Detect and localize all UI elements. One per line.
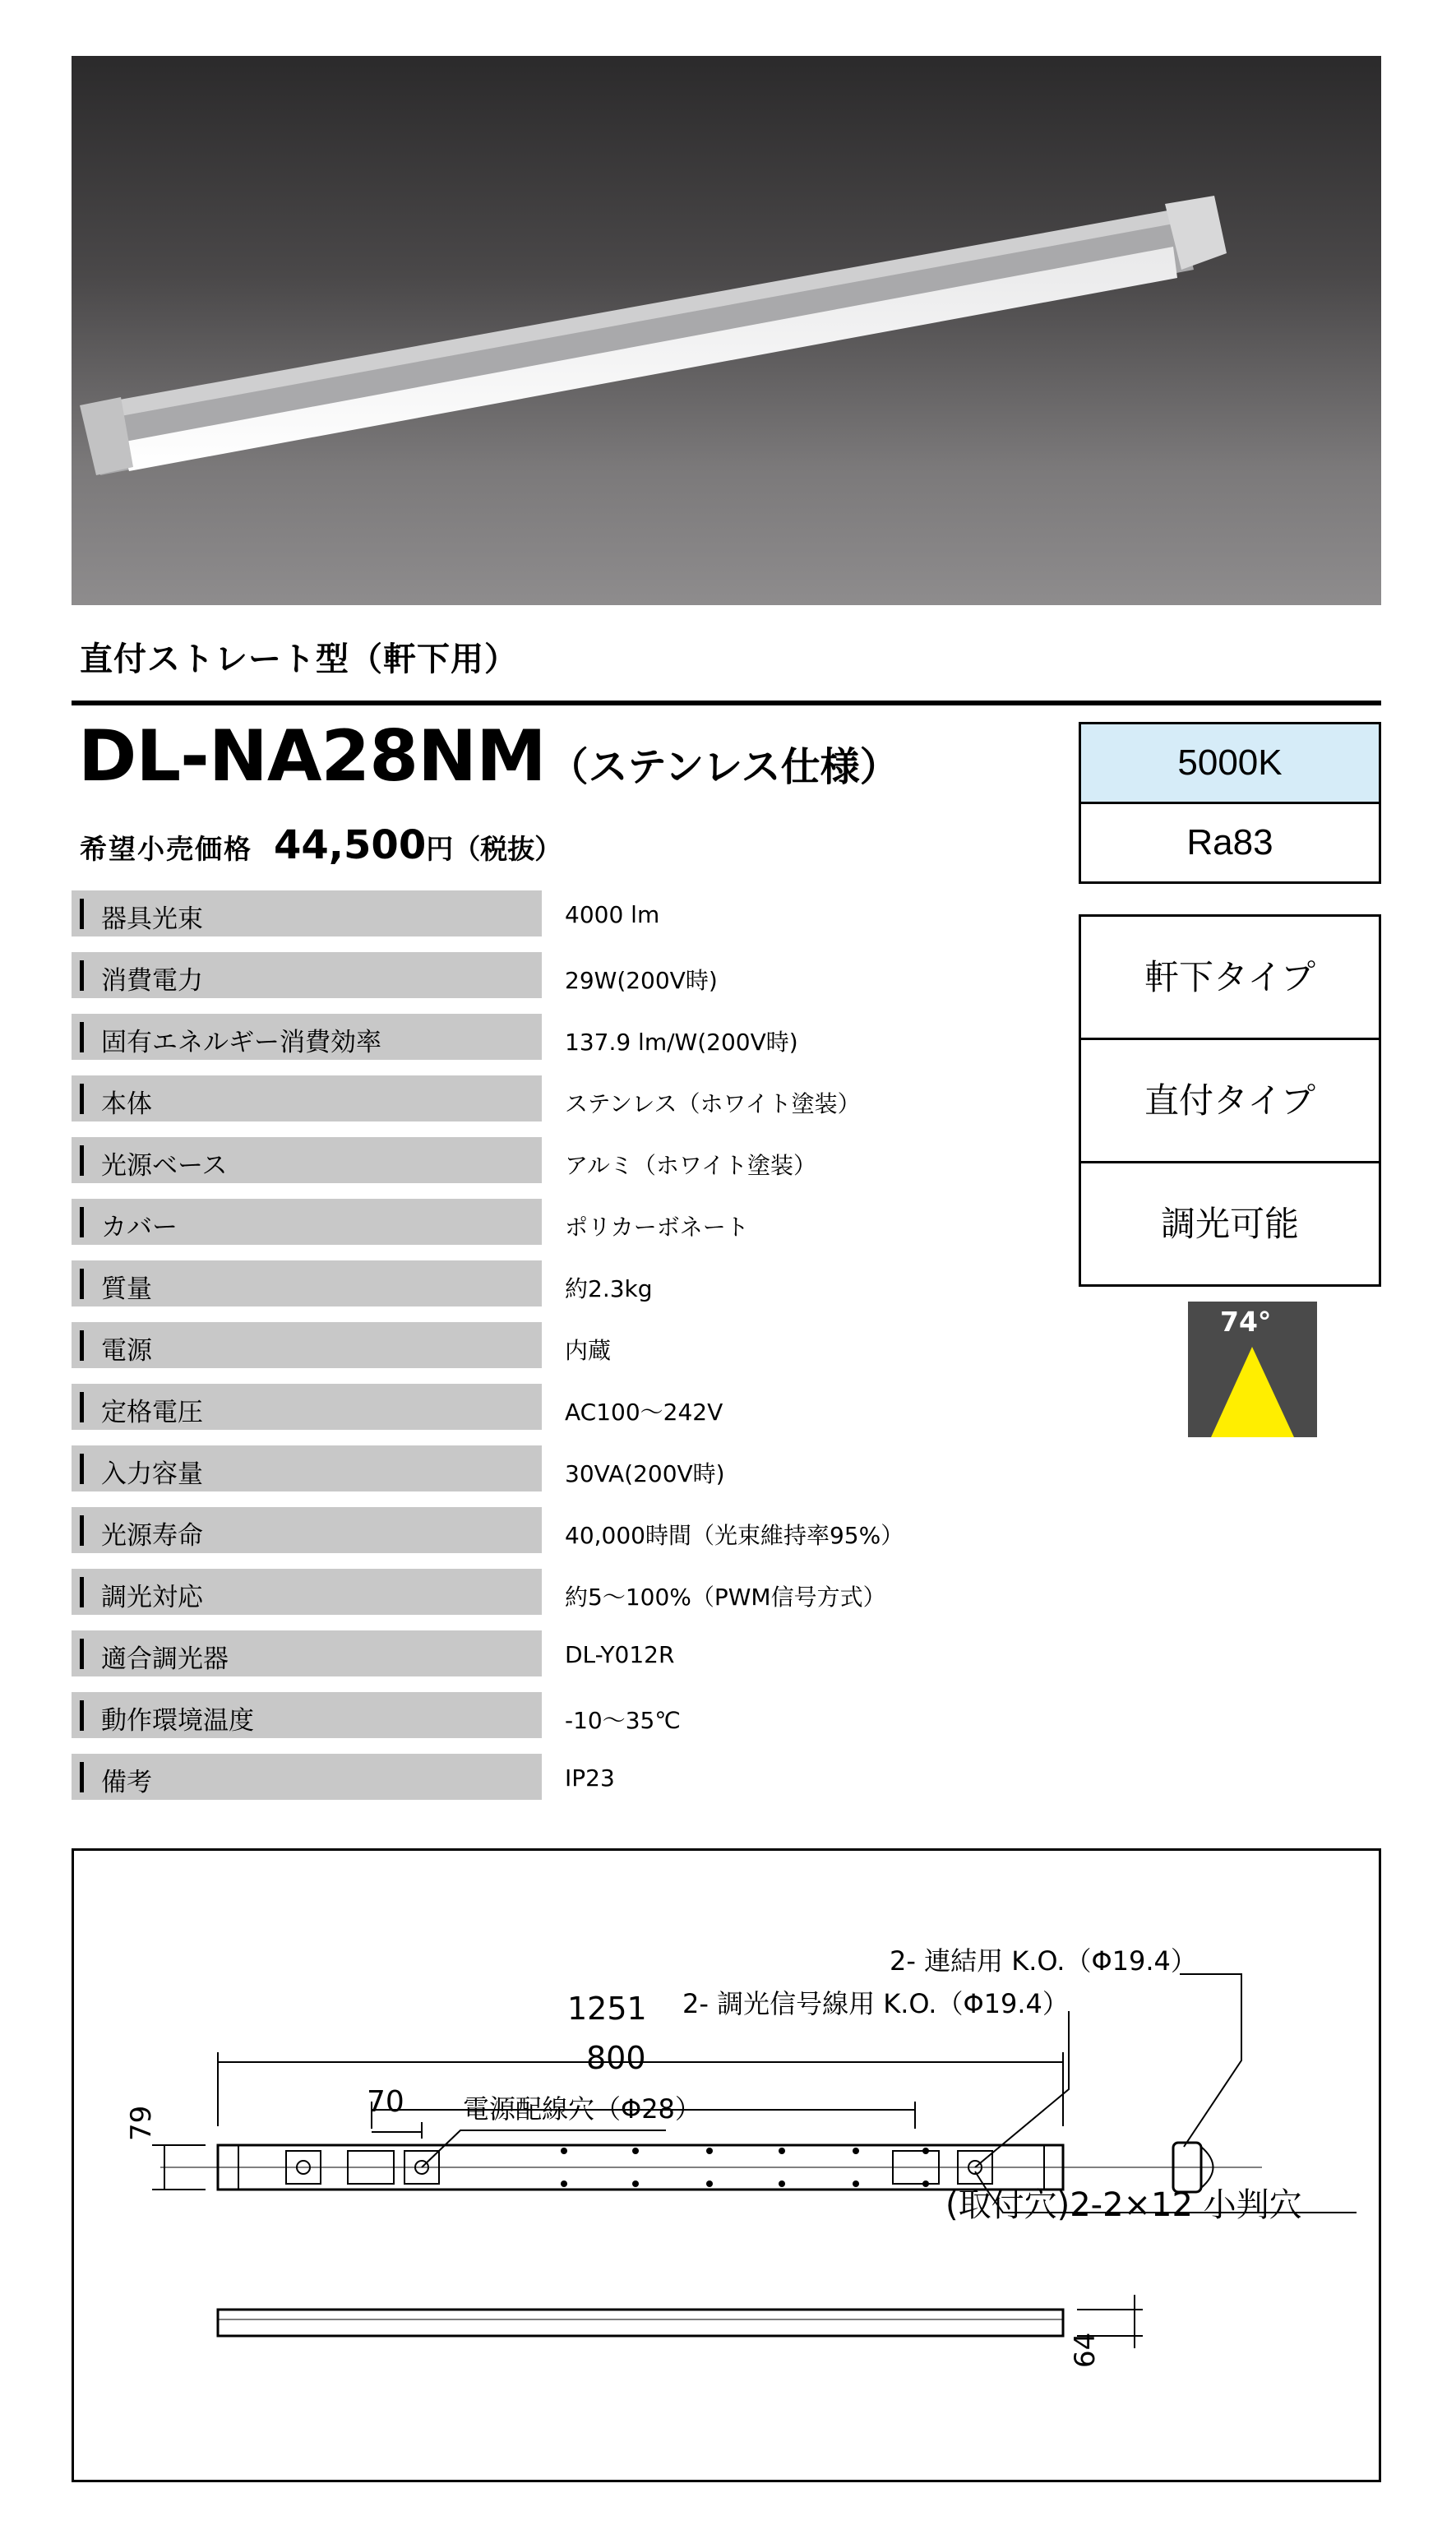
spec-row — [72, 1322, 894, 1368]
title-divider — [72, 701, 1381, 705]
spec-bar — [80, 960, 84, 991]
spec-row — [72, 1384, 894, 1430]
spec-bar — [80, 1700, 84, 1731]
spec-row — [72, 952, 894, 998]
spec-label: 固有エネルギー消費効率 — [101, 1028, 381, 1057]
spec-label-cell — [72, 1384, 542, 1430]
spec-bar — [80, 1392, 84, 1422]
product-photo — [72, 56, 1381, 605]
model-line — [78, 715, 899, 798]
spec-row — [72, 1199, 894, 1245]
spec-bar — [80, 1454, 84, 1484]
spec-value: AC100～242V — [565, 1399, 723, 1426]
model-note: （ステンレス仕様） — [548, 744, 899, 790]
spec-label: 電源 — [101, 1336, 152, 1366]
product-type-title: 直付ストレート型（軒下用） — [80, 640, 518, 678]
spec-value: 40,000時間（光束維持率95%） — [565, 1522, 904, 1549]
spec-label-cell — [72, 1260, 542, 1306]
spec-label: カバー — [101, 1213, 178, 1242]
feature-badge-direct-mount: 直付タイプ — [1079, 1038, 1381, 1163]
spec-value: IP23 — [565, 1764, 615, 1792]
spec-label: 質量 — [101, 1274, 152, 1304]
spec-bar — [80, 1207, 84, 1237]
spec-row — [72, 1137, 894, 1183]
spec-bar — [80, 1577, 84, 1607]
note-mount-hole: (取付穴)2-2×12 小判穴 — [945, 2186, 1302, 2224]
spec-label-cell — [72, 1322, 542, 1368]
color-rendering-badge: Ra83 — [1079, 802, 1381, 884]
spec-label: 調光対応 — [101, 1583, 203, 1612]
spec-label-cell — [72, 1199, 542, 1245]
spec-value: 29W(200V時) — [565, 967, 718, 994]
dim-offset-70: 70 — [367, 2085, 404, 2119]
spec-row — [72, 1754, 894, 1800]
spec-value: ステンレス（ホワイト塗装） — [565, 1090, 861, 1117]
spec-label-cell — [72, 1569, 542, 1615]
note-dimmer-ko: 2- 調光信号線用 K.O.（Φ19.4） — [682, 1988, 1069, 2019]
spec-label-cell — [72, 952, 542, 998]
spec-row — [72, 1260, 894, 1306]
dim-mount-pitch: 800 — [586, 2040, 646, 2076]
dim-height: 79 — [125, 2105, 158, 2141]
spec-label: 器具光束 — [101, 904, 203, 934]
spec-value: 137.9 lm/W(200V時) — [565, 1029, 798, 1056]
spec-label-cell — [72, 890, 542, 936]
dim-depth: 64 — [1069, 2332, 1102, 2368]
spec-label-cell — [72, 1754, 542, 1800]
spec-bar — [80, 1330, 84, 1361]
spec-value: 4000 lm — [565, 901, 660, 928]
spec-label: 光源ベース — [101, 1151, 228, 1181]
price-line — [80, 822, 562, 868]
spec-bar — [80, 1762, 84, 1792]
price-value: 44,500 — [274, 822, 427, 868]
spec-label-cell — [72, 1692, 542, 1738]
spec-row — [72, 1075, 894, 1121]
spec-bar — [80, 1269, 84, 1299]
beam-angle-label: 74° — [1220, 1306, 1272, 1338]
spec-value: ポリカーボネート — [565, 1214, 749, 1241]
model-number: DL-NA28NM — [78, 715, 546, 798]
spec-label: 本体 — [101, 1089, 152, 1119]
color-temperature-badge: 5000K — [1079, 722, 1381, 804]
spec-bar — [80, 1084, 84, 1114]
spec-bar — [80, 1145, 84, 1176]
light-fixture-image — [72, 56, 1381, 605]
spec-label: 備考 — [101, 1768, 152, 1797]
spec-label-cell — [72, 1014, 542, 1060]
spec-bar — [80, 1639, 84, 1669]
spec-value: -10～35℃ — [565, 1707, 681, 1734]
spec-value: 約5～100%（PWM信号方式） — [565, 1584, 886, 1611]
spec-value: 内蔵 — [565, 1337, 612, 1364]
spec-label: 定格電圧 — [101, 1398, 203, 1427]
spec-row — [72, 1630, 894, 1676]
spec-label-cell — [72, 1137, 542, 1183]
note-power-hole: 電源配線穴（Φ28） — [463, 2093, 701, 2125]
spec-label-cell — [72, 1507, 542, 1553]
spec-row — [72, 1692, 894, 1738]
spec-row — [72, 1014, 894, 1060]
note-link-ko: 2- 連結用 K.O.（Φ19.4） — [890, 1945, 1197, 1977]
spec-label: 入力容量 — [101, 1459, 203, 1489]
spec-row — [72, 1569, 894, 1615]
price-tax-note: （税抜） — [453, 833, 562, 865]
spec-bar — [80, 1515, 84, 1546]
spec-bar — [80, 899, 84, 929]
spec-label: 適合調光器 — [101, 1644, 229, 1674]
feature-badge-eaves: 軒下タイプ — [1079, 914, 1381, 1040]
spec-label-cell — [72, 1630, 542, 1676]
spec-label: 光源寿命 — [101, 1521, 203, 1551]
price-label: 希望小売価格 — [80, 833, 252, 865]
spec-label: 消費電力 — [101, 966, 203, 996]
spec-label: 動作環境温度 — [101, 1706, 254, 1736]
spec-value: 約2.3kg — [565, 1275, 653, 1302]
spec-value: アルミ（ホワイト塗装） — [565, 1152, 817, 1179]
spec-label-cell — [72, 1075, 542, 1121]
spec-value: 30VA(200V時) — [565, 1460, 725, 1487]
price-currency: 円 — [426, 833, 454, 865]
spec-row — [72, 1445, 894, 1491]
feature-badge-dimmable: 調光可能 — [1079, 1161, 1381, 1287]
spec-row — [72, 1507, 904, 1553]
spec-bar — [80, 1022, 84, 1052]
spec-value: DL-Y012R — [565, 1641, 675, 1668]
spec-row — [72, 890, 894, 936]
fixture-side-view — [218, 2310, 1063, 2336]
dim-total-length: 1251 — [567, 1991, 647, 2027]
spec-label-cell — [72, 1445, 542, 1491]
